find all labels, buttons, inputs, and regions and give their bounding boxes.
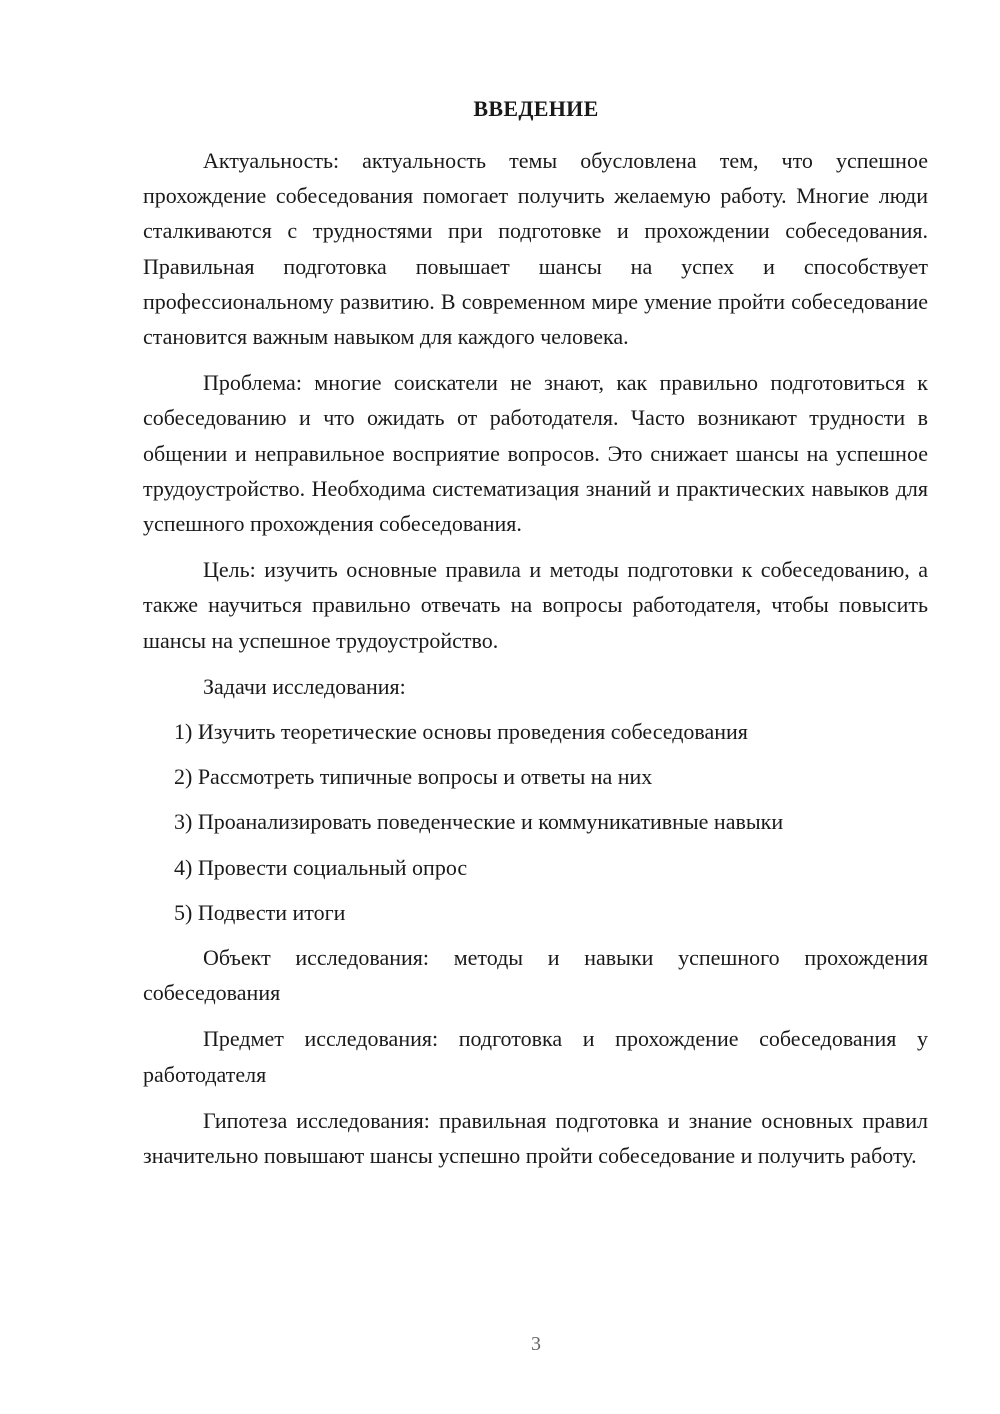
subject-paragraph: Предмет исследования: подготовка и прохождение собеседования у работодателя <box>143 1026 928 1087</box>
page-title: ВВЕДЕНИЕ <box>473 96 599 121</box>
relevance-paragraph: Актуальность: актуальность темы обусловлена тем, что успешное прохождение собеседования помогает получить желаемую работу. Многие люди сталкиваются с трудностями при подготовке и прохождении собеседования. Правильная подготовка повышает шансы на успех и способствует профессиональному развитию. В современном мире умение пройти собеседование становится важным навыком для каждого человека. <box>143 148 928 350</box>
document-body <box>143 143 928 1184</box>
goal-paragraph: Цель: изучить основные правила и методы подготовки к собеседованию, а также научиться правильно отвечать на вопросы работодателя, чтобы повысить шансы на успешное трудоустройство. <box>143 557 928 653</box>
tasks-heading: Задачи исследования: <box>203 673 406 699</box>
task-item: 3) Проанализировать поведенческие и коммуникативные навыки <box>174 809 784 835</box>
hypothesis-paragraph: Гипотеза исследования: правильная подготовка и знание основных правил значительно повышают шансы успешно пройти собеседование и получить работу. <box>143 1107 928 1169</box>
object-paragraph: Объект исследования: методы и навыки успешного прохождения собеседования <box>143 945 928 1006</box>
task-list <box>143 714 928 930</box>
page-number: 3 <box>531 1333 541 1355</box>
problem-paragraph: Проблема: многие соискатели не знают, как правильно подготовиться к собеседованию и что ожидать от работодателя. Часто возникают трудности в общении и неправильное восприятие вопросов. Это снижает шансы на успешное трудоустройство. Необходима систематизация знаний и практических навыков для успешного прохождения собеседования. <box>143 370 928 537</box>
task-item: 4) Провести социальный опрос <box>174 854 468 880</box>
task-item: 2) Рассмотреть типичные вопросы и ответы на них <box>174 764 653 790</box>
task-item: 1) Изучить теоретические основы проведения собеседования <box>174 719 748 745</box>
task-item: 5) Подвести итоги <box>174 899 346 925</box>
